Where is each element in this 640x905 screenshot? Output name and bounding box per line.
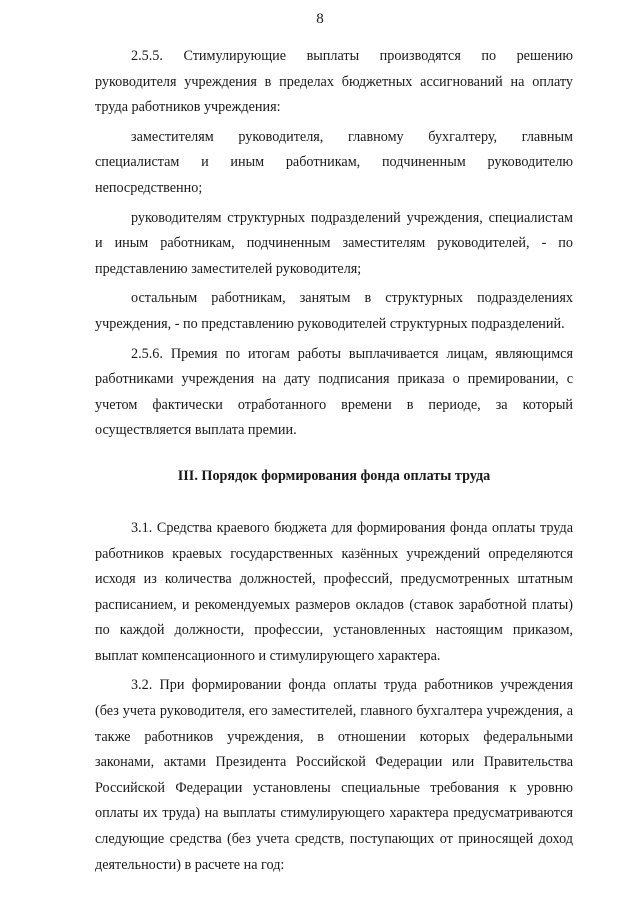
paragraph-deputies: заместителям руководителя, главному бухгалтеру, главным специалистам и иным работникам, подчиненным руководителю непосредственно; — [95, 128, 573, 196]
page-number: 8 — [316, 11, 324, 27]
paragraph-2-5-5: 2.5.5. Стимулирующие выплаты производятся по решению руководителя учреждения в пределах бюджетных ассигнований на оплату труда работников учреждения: — [95, 48, 573, 116]
document-body — [95, 44, 573, 878]
paragraph-unit-heads: руководителям структурных подразделений учреждения, специалистам и иным работникам, подчиненным заместителям руководителей, - по представлению заместителей руководителя; — [95, 209, 573, 277]
paragraph-3-2: 3.2. При формировании фонда оплаты труда работников учреждения (без учета руководителя, его заместителей, главного бухгалтера учреждения, а также работников учреждения, в отношении которых федеральными законами, актами Президента Российской Федерации или Правительства Российской Федерации установлены специальные требования к уровню оплаты их труда) на выплаты стимулирующего характера предусматриваются следующие средства (без учета средств, поступающих от приносящей доход деятельности) в расчете на год: — [95, 677, 573, 873]
section-heading: III. Порядок формирования фонда оплаты труда — [177, 467, 491, 484]
paragraph-3-1: 3.1. Средства краевого бюджета для формирования фонда оплаты труда работников краевых государственных казённых учреждений определяются исходя из количества должностей, профессий, предусмотренных штатным расписанием, и рекомендуемых размеров окладов (ставок заработной платы) по каждой должности, профессии, установленных настоящим приказом, выплат компенсационного и стимулирующего характера. — [95, 519, 573, 664]
paragraph-2-5-6: 2.5.6. Премия по итогам работы выплачивается лицам, являющимся работниками учреждения на дату подписания приказа о премировании, с учетом фактически отработанного времени в периоде, за который осуществляется выплата премии. — [95, 345, 573, 439]
paragraph-other-workers: остальным работникам, занятым в структурных подразделениях учреждения, - по представлению руководителей структурных подразделений. — [95, 290, 573, 332]
